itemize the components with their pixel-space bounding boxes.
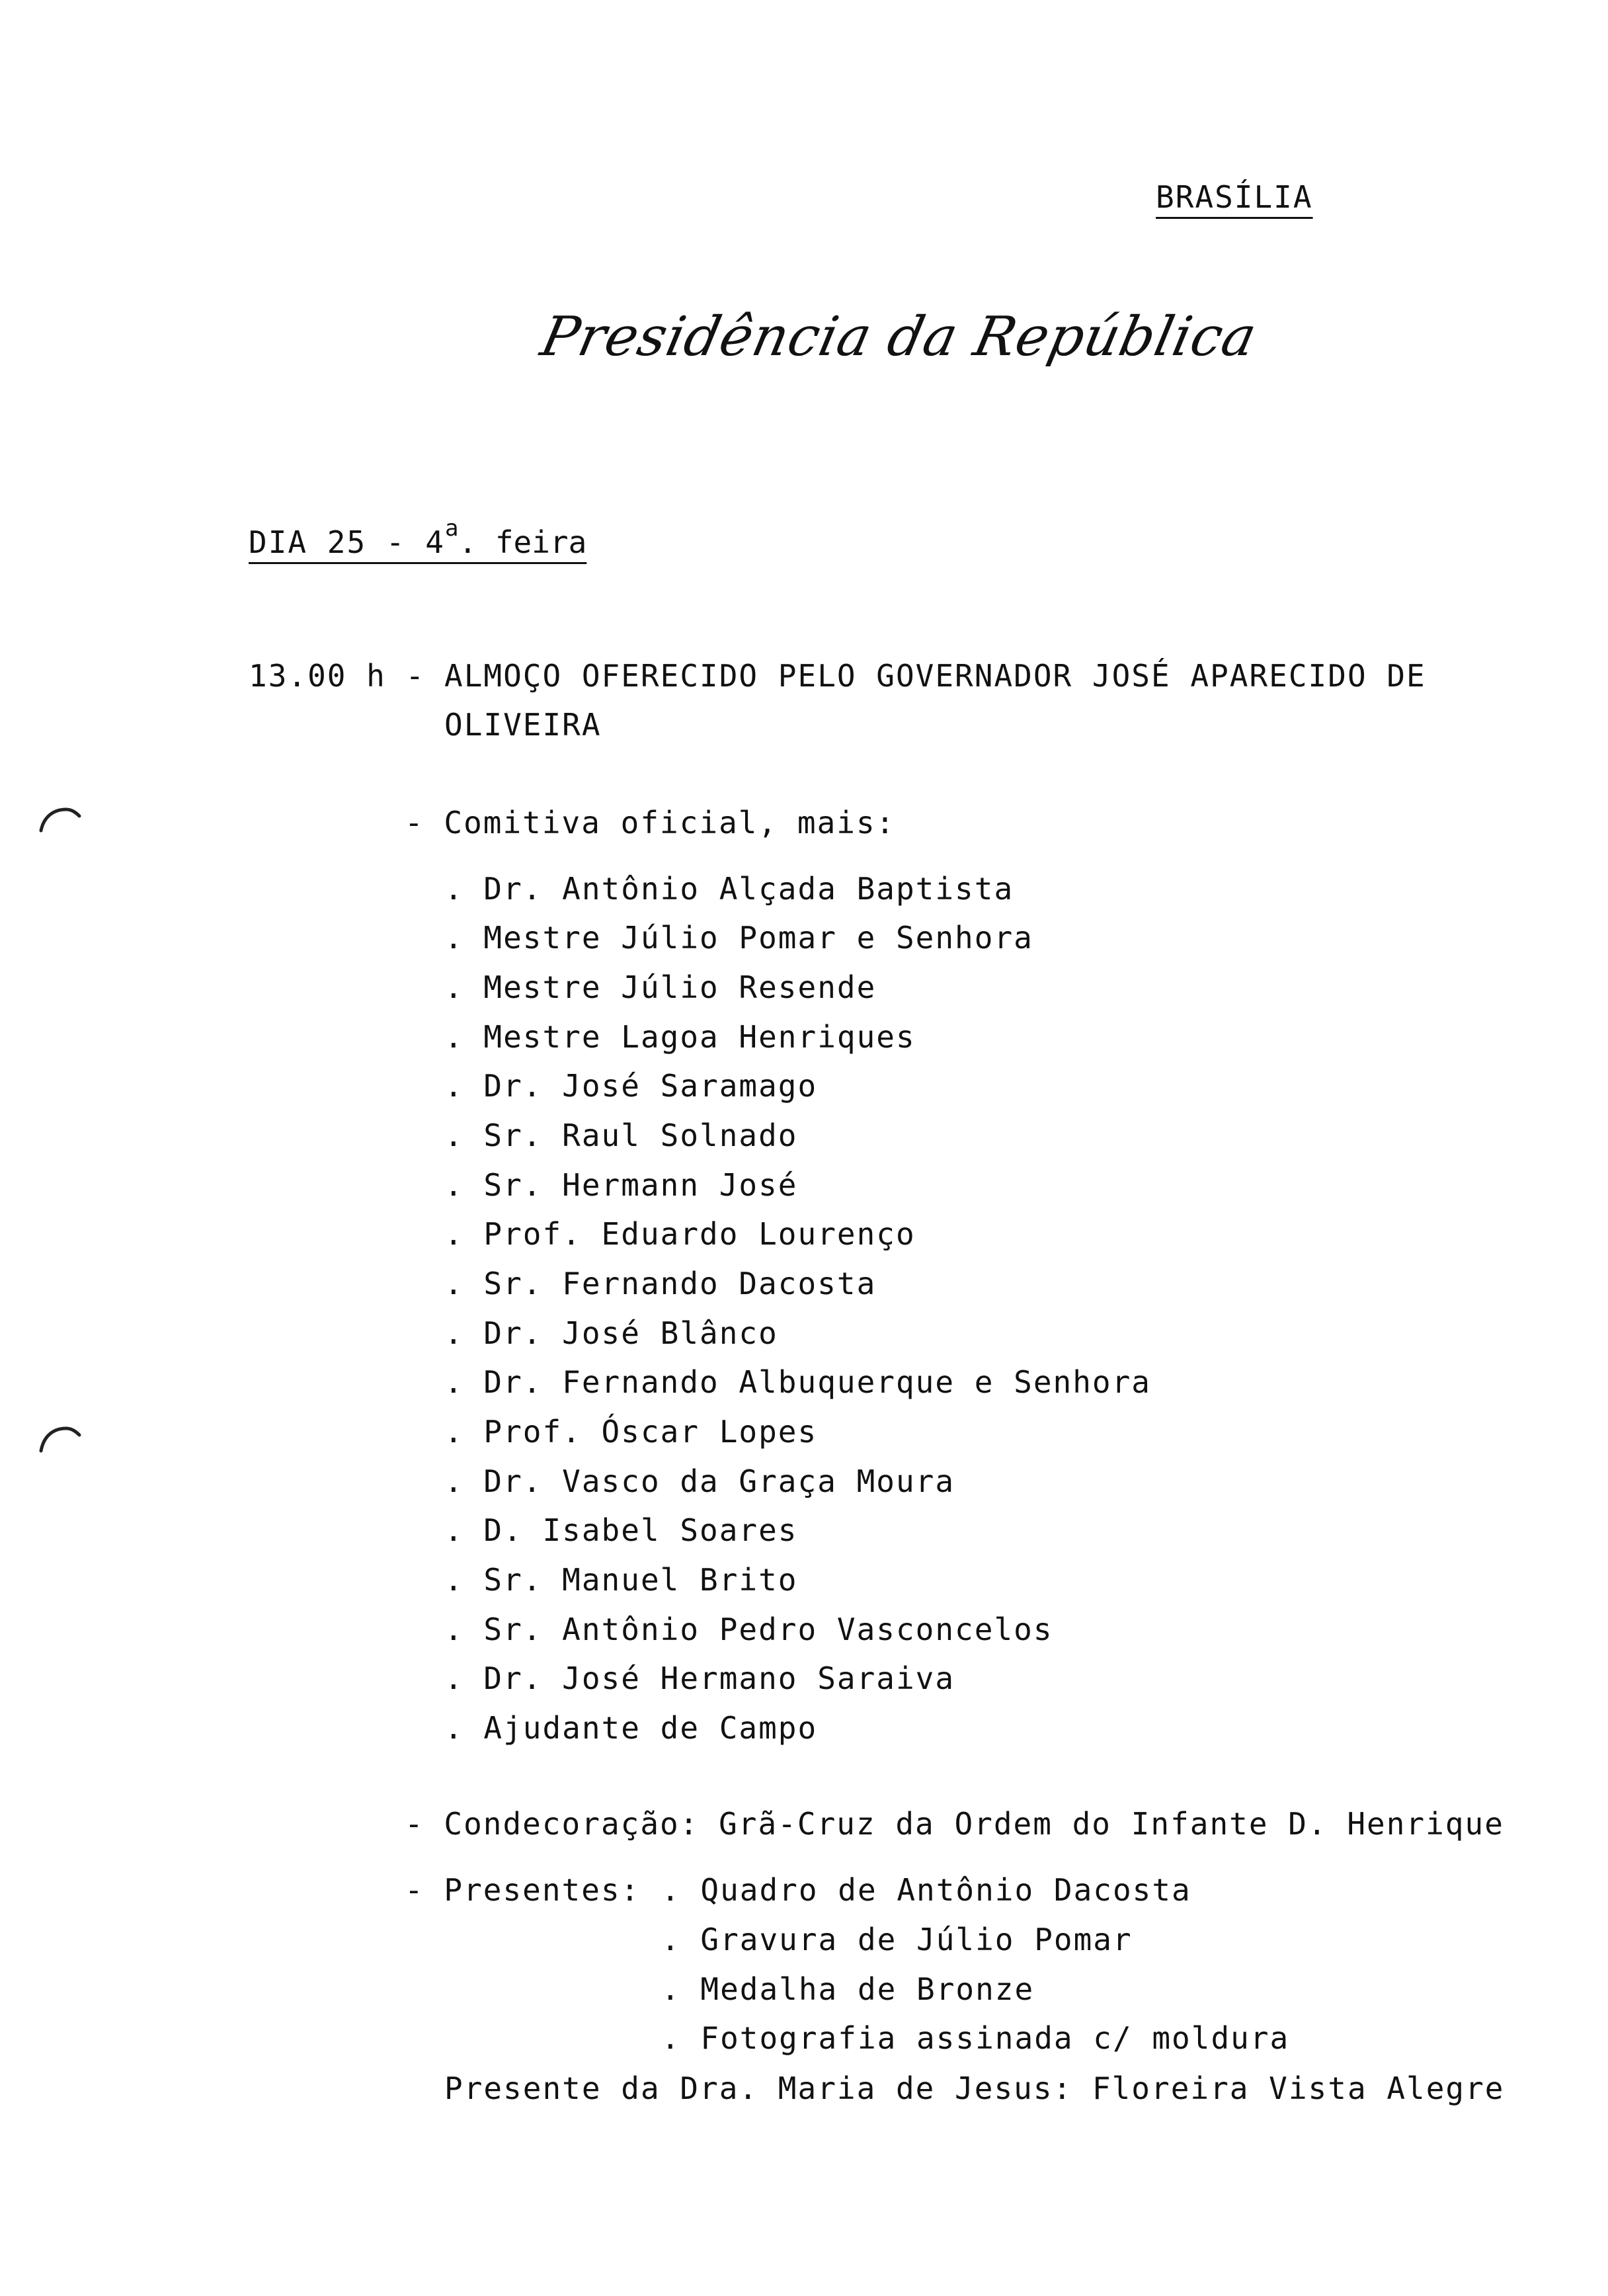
attendee-item: . Mestre Júlio Pomar e Senhora (444, 920, 1033, 956)
attendee-item: . Sr. Manuel Brito (444, 1562, 798, 1598)
attendee-item: . Sr. Raul Solnado (444, 1118, 798, 1153)
attendee-item: . Dr. José Saramago (444, 1068, 818, 1104)
location-heading: BRASÍLIA (1156, 179, 1313, 215)
attendee-item: . Ajudante de Campo (444, 1710, 818, 1746)
attendee-item: . Prof. Óscar Lopes (444, 1414, 818, 1450)
attendee-item: . Mestre Lagoa Henriques (444, 1019, 916, 1055)
hole-punch-mark-icon (37, 798, 83, 837)
presentes-label: - Presentes: (405, 1872, 641, 1908)
attendee-item: . D. Isabel Soares (444, 1512, 798, 1548)
hole-punch-mark-icon (37, 1415, 83, 1455)
attendee-item: . Dr. Antônio Alçada Baptista (444, 871, 1014, 907)
condecoracao-line: - Condecoração: Grã-Cruz da Ordem do Infante D. Henrique (405, 1806, 1504, 1842)
day-heading-prefix: DIA 25 - 4 (249, 524, 445, 560)
day-heading-suffix: . feira (458, 524, 587, 560)
present-item: . Quadro de Antônio Dacosta (661, 1872, 1191, 1908)
event-time: 13.00 h - (249, 658, 426, 694)
attendee-item: . Dr. José Hermano Saraiva (444, 1660, 955, 1696)
attendee-item: . Mestre Júlio Resende (444, 969, 877, 1005)
day-heading-superscript: a (444, 515, 459, 542)
day-heading (249, 515, 587, 564)
event-title-line-2: OLIVEIRA (444, 707, 602, 743)
attendee-item: . Dr. José Blânco (444, 1315, 778, 1351)
event-title-line-1: ALMOÇO OFERECIDO PELO GOVERNADOR JOSÉ APARECIDO DE (444, 658, 1426, 694)
attendee-item: . Prof. Eduardo Lourenço (444, 1216, 916, 1252)
attendee-item: . Sr. Antônio Pedro Vasconcelos (444, 1612, 1053, 1647)
present-item: . Fotografia assinada c/ moldura (661, 2020, 1290, 2056)
letterhead-title: Presidência da República (536, 306, 1263, 368)
comitiva-label: - Comitiva oficial, mais: (405, 805, 896, 840)
attendee-item: . Sr. Hermann José (444, 1167, 798, 1203)
present-item: . Gravura de Júlio Pomar (661, 1922, 1133, 1957)
attendee-item: . Dr. Vasco da Graça Moura (444, 1463, 955, 1499)
presente-extra-line: Presente da Dra. Maria de Jesus: Floreira Vista Alegre (444, 2070, 1505, 2106)
attendee-item: . Sr. Fernando Dacosta (444, 1266, 877, 1301)
attendee-item: . Dr. Fernando Albuquerque e Senhora (444, 1364, 1151, 1400)
present-item: . Medalha de Bronze (661, 1971, 1035, 2007)
